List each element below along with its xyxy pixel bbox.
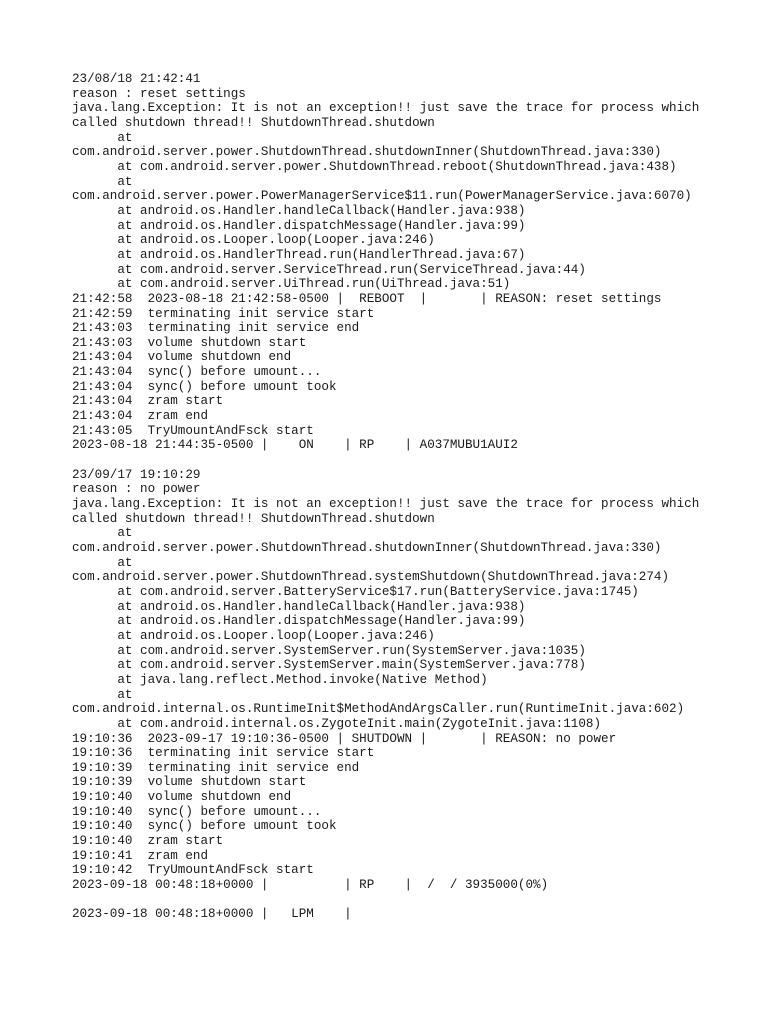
log-line: 19:10:39 volume shutdown start [72, 775, 307, 790]
log-line: 23/09/17 19:10:29 [72, 467, 201, 482]
log-line: at [72, 555, 133, 570]
log-line: at com.android.server.SystemServer.main(SystemServer.java:778) [72, 658, 586, 673]
log-line: at java.lang.reflect.Method.invoke(Native Method) [72, 672, 488, 687]
log-line: at com.android.server.ServiceThread.run(ServiceThread.java:44) [72, 262, 586, 277]
log-line: 2023-08-18 21:44:35-0500 | ON | RP | A037MUBU1AUI2 [72, 438, 518, 453]
log-line [72, 453, 762, 468]
log-line: at com.android.server.BatteryService$17.run(BatteryService.java:1745) [72, 584, 639, 599]
log-line: at [72, 687, 133, 702]
log-line: 21:43:03 terminating init service end [72, 321, 360, 336]
log-line: reason : no power [72, 482, 201, 497]
log-line: called shutdown thread!! ShutdownThread.shutdown [72, 511, 435, 526]
log-line: java.lang.Exception: It is not an exception!! just save the trace for process which [72, 101, 700, 116]
log-line: 19:10:39 terminating init service end [72, 760, 360, 775]
log-line: at android.os.Handler.handleCallback(Handler.java:938) [72, 599, 526, 614]
log-line: com.android.server.power.ShutdownThread.systemShutdown(ShutdownThread.java:274) [72, 570, 670, 585]
log-line: 21:43:04 zram start [72, 394, 224, 409]
log-line: at android.os.Handler.dispatchMessage(Handler.java:99) [72, 218, 526, 233]
log-line: reason : reset settings [72, 86, 246, 101]
log-line: 19:10:41 zram end [72, 848, 209, 863]
log-line: 21:43:05 TryUmountAndFsck start [72, 423, 314, 438]
log-line: 19:10:40 zram start [72, 834, 224, 849]
log-line: 21:43:04 sync() before umount... [72, 365, 322, 380]
log-line: java.lang.Exception: It is not an exception!! just save the trace for process which [72, 497, 700, 512]
log-line: at android.os.Handler.handleCallback(Handler.java:938) [72, 203, 526, 218]
log-line: at android.os.Looper.loop(Looper.java:246) [72, 233, 435, 248]
shutdown-log-text [72, 72, 762, 922]
log-line: 21:43:04 volume shutdown end [72, 350, 292, 365]
log-line: at android.os.Looper.loop(Looper.java:246) [72, 628, 435, 643]
log-line: 2023-09-18 00:48:18+0000 | | RP | / / 3935000(0%) [72, 878, 549, 893]
log-line: at com.android.server.power.ShutdownThread.reboot(ShutdownThread.java:438) [72, 159, 677, 174]
log-line: called shutdown thread!! ShutdownThread.shutdown [72, 115, 435, 130]
log-line: com.android.internal.os.RuntimeInit$MethodAndArgsCaller.run(RuntimeInit.java:602) [72, 702, 685, 717]
log-line: 19:10:42 TryUmountAndFsck start [72, 863, 314, 878]
log-line: 19:10:40 sync() before umount... [72, 804, 322, 819]
log-line: at com.android.internal.os.ZygoteInit.main(ZygoteInit.java:1108) [72, 716, 602, 731]
log-line: at [72, 130, 133, 145]
log-line: at android.os.HandlerThread.run(HandlerThread.java:67) [72, 247, 526, 262]
log-line: at [72, 526, 133, 541]
log-line: 21:43:04 sync() before umount took [72, 379, 337, 394]
log-line [72, 893, 762, 908]
log-line: 2023-09-18 00:48:18+0000 | LPM | [72, 907, 352, 922]
log-line: at com.android.server.SystemServer.run(SystemServer.java:1035) [72, 643, 586, 658]
log-line: 19:10:40 sync() before umount took [72, 819, 337, 834]
log-line: 19:10:36 2023-09-17 19:10:36-0500 | SHUTDOWN | | REASON: no power [72, 731, 617, 746]
log-line: 21:43:04 zram end [72, 409, 209, 424]
log-line: 21:42:58 2023-08-18 21:42:58-0500 | REBOOT | | REASON: reset settings [72, 291, 662, 306]
log-line: 23/08/18 21:42:41 [72, 72, 201, 86]
log-line: 19:10:36 terminating init service start [72, 746, 375, 761]
log-line: com.android.server.power.PowerManagerService$11.run(PowerManagerService.java:6070) [72, 189, 692, 204]
log-line: 21:43:03 volume shutdown start [72, 335, 307, 350]
log-line: 19:10:40 volume shutdown end [72, 790, 292, 805]
log-line: at android.os.Handler.dispatchMessage(Handler.java:99) [72, 614, 526, 629]
log-line: at [72, 174, 133, 189]
log-line: at com.android.server.UiThread.run(UiThread.java:51) [72, 277, 511, 292]
log-line: com.android.server.power.ShutdownThread.shutdownInner(ShutdownThread.java:330) [72, 145, 662, 160]
log-line: 21:42:59 terminating init service start [72, 306, 375, 321]
log-line: com.android.server.power.ShutdownThread.shutdownInner(ShutdownThread.java:330) [72, 540, 662, 555]
